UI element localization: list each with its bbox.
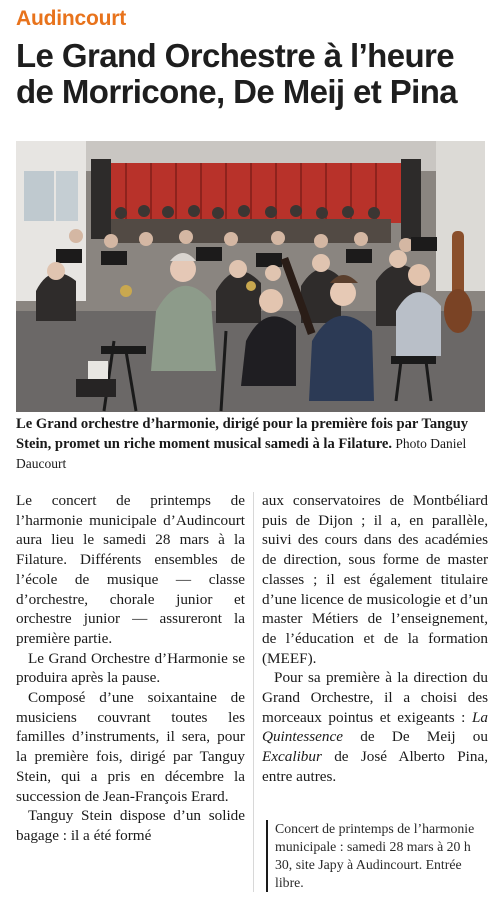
article-column-right — [262, 491, 488, 787]
caption-text: Le Grand orchestre d’harmonie, dirigé pour la première fois par Tanguy Stein, promet un riche moment musical samedi à la Filature. — [16, 416, 469, 452]
article-column-left — [16, 491, 245, 846]
paragraph-pieces — [262, 668, 488, 786]
paragraph-tail: de José Alberto Pina, entre autres. — [262, 748, 488, 785]
piece-title: La Quintessence — [262, 708, 488, 746]
paragraph: Tanguy Stein dispose d’un solide bagage : il a été formé — [16, 807, 245, 844]
orchestra-photo-illustration — [16, 141, 485, 412]
event-info-box: Concert de printemps de l’harmonie municipale : samedi 28 mars à 20 h 30, site Japy à Audincourt. Entrée libre. — [266, 820, 484, 892]
paragraph: aux conservatoires de Montbéliard puis de Dijon ; il a, en parallèle, suivi des cours dans des académies de direction, sous forme de master classes ; il est également titulaire d’une licence de musicologie et d’un master Métiers de l’enseignement, de l’éducation et de la formation (MEEF). — [262, 492, 488, 667]
paragraph-intro: Pour sa première à la direction du Grand Orchestre, il a choisi des morceaux pointus et exigeants : — [262, 669, 488, 726]
photo-caption — [16, 415, 486, 474]
photo-credit: Photo Daniel Daucourt — [16, 436, 467, 471]
paragraph: Le Grand Orchestre d’Harmonie se produira après la pause. — [16, 649, 245, 687]
article-headline: Le Grand Orchestre à l’heure de Morricone, De Meij et Pina — [16, 37, 458, 110]
column-divider — [253, 492, 254, 892]
section-kicker: Audincourt — [16, 7, 126, 30]
paragraph: Composé d’une soixantaine de musiciens couvrant toutes les familles d’instruments, il sera, pour la première fois, dirigé par Tanguy Stein, qui a pris en décembre la succession de Jean-François Erard. — [16, 689, 245, 805]
paragraph: Le concert de printemps de l’harmonie municipale d’Audincourt aura lieu le samedi 28 mars à la Filature. Différents ensembles de l’école de musique — classe d’orchestre, chorale junior et orchestre junior — assureront la première partie. — [16, 492, 245, 647]
piece-title: Excalibur — [262, 748, 322, 766]
orchestra-photo — [16, 141, 485, 412]
paragraph-joiner: de De Meij ou — [342, 728, 488, 746]
